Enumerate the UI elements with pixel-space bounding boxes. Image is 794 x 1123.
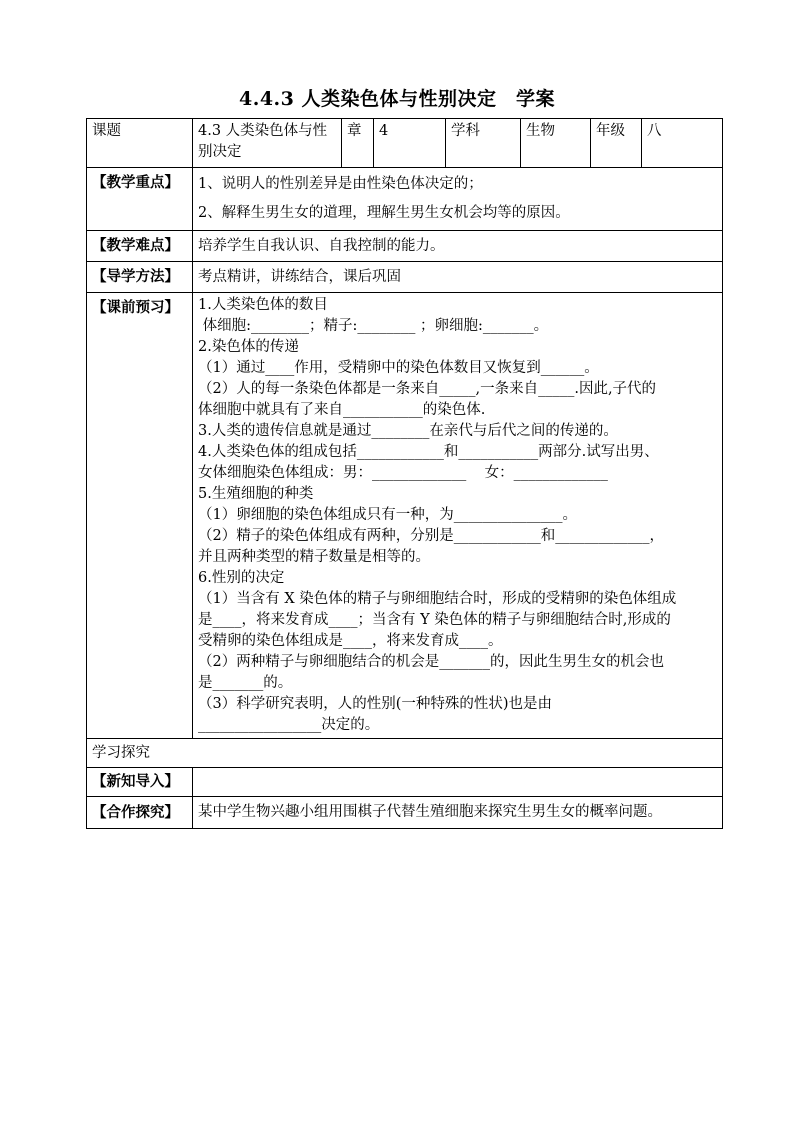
intro-label: 【新知导入】	[87, 768, 193, 797]
subject-value: 4.3 人类染色体与性别决定	[193, 119, 342, 168]
preview-line: （3）科学研究表明，人的性别(一种特殊的性状)也是由	[198, 696, 553, 712]
chapter-label: 章	[342, 119, 374, 168]
discipline-value: 生物	[521, 119, 591, 168]
document-title: 4.4.3 人类染色体与性别决定 学案	[238, 88, 555, 110]
intro-text	[193, 768, 723, 797]
discipline-label: 学科	[446, 119, 521, 168]
preview-content	[193, 293, 723, 739]
focus-content	[193, 168, 723, 231]
coop-label: 【合作探究】	[87, 797, 193, 829]
preview-line: 2.染色体的传递	[198, 339, 299, 355]
preview-line: 3.人类的遗传信息就是通过________在亲代与后代之间的传递的。	[198, 423, 618, 439]
explore-row	[87, 739, 723, 768]
lesson-plan-table	[86, 118, 723, 829]
method-text: 考点精讲，讲练结合，课后巩固	[193, 262, 723, 293]
preview-line: 6.性别的决定	[198, 570, 285, 586]
focus-line: 2、解释生男生女的道理，理解生男生女机会均等的原因。	[198, 205, 570, 221]
preview-line: 受精卵的染色体组成是____，将来发育成____。	[198, 633, 503, 649]
preview-line: （2）两种精子与卵细胞结合的机会是_______的，因此生男生女的机会也	[198, 654, 664, 670]
header-row	[87, 119, 723, 168]
preview-line: 体细胞中就具有了来自___________的染色体.	[198, 402, 486, 418]
focus-label: 【教学重点】	[87, 168, 193, 231]
difficulty-label: 【教学难点】	[87, 231, 193, 262]
preview-row	[87, 293, 723, 739]
preview-label: 【课前预习】	[87, 293, 193, 739]
preview-line: （2）精子的染色体组成有两种，分别是____________和_____________，	[198, 528, 664, 544]
grade-value: 八	[642, 119, 723, 168]
preview-line: （1）当含有 X 染色体的精子与卵细胞结合时，形成的受精卵的染色体组成	[198, 591, 677, 607]
preview-line: 体细胞:________；精子:________ ；卵细胞:_______。	[198, 318, 549, 334]
preview-line: （2）人的每一条染色体都是一条来自_____,一条来自_____.因此,子代的	[198, 381, 657, 397]
preview-line: 是_______的。	[198, 675, 293, 691]
difficulty-text: 培养学生自我认识、自我控制的能力。	[193, 231, 723, 262]
coop-row	[87, 797, 723, 829]
preview-line: （1）通过____作用，受精卵中的染色体数目又恢复到______。	[198, 360, 599, 376]
subject-label: 课题	[87, 119, 193, 168]
explore-label: 学习探究	[87, 739, 723, 768]
preview-line: 4.人类染色体的组成包括____________和___________两部分.试写出男、	[198, 444, 659, 460]
preview-line: _________________决定的。	[198, 717, 380, 733]
preview-line: 5.生殖细胞的种类	[198, 486, 314, 502]
coop-text: 某中学生物兴趣小组用围棋子代替生殖细胞来探究生男生女的概率问题。	[193, 797, 723, 829]
preview-line: 并且两种类型的精子数量是相等的。	[198, 549, 430, 565]
intro-row	[87, 768, 723, 797]
preview-line: （1）卵细胞的染色体组成只有一种，为_______________。	[198, 507, 577, 523]
method-row	[87, 262, 723, 293]
chapter-value: 4	[374, 119, 446, 168]
method-label: 【导学方法】	[87, 262, 193, 293]
grade-label: 年级	[591, 119, 642, 168]
preview-line: 是____，将来发育成____；当含有 Y 染色体的精子与卵细胞结合时,形成的	[198, 612, 671, 628]
preview-line: 女体细胞染色体组成：男：_____________ 女：_____________	[198, 465, 608, 481]
preview-line: 1.人类染色体的数目	[198, 297, 328, 313]
difficulty-row	[87, 231, 723, 262]
focus-row	[87, 168, 723, 231]
focus-line: 1、说明人的性别差异是由性染色体决定的；	[198, 176, 483, 192]
